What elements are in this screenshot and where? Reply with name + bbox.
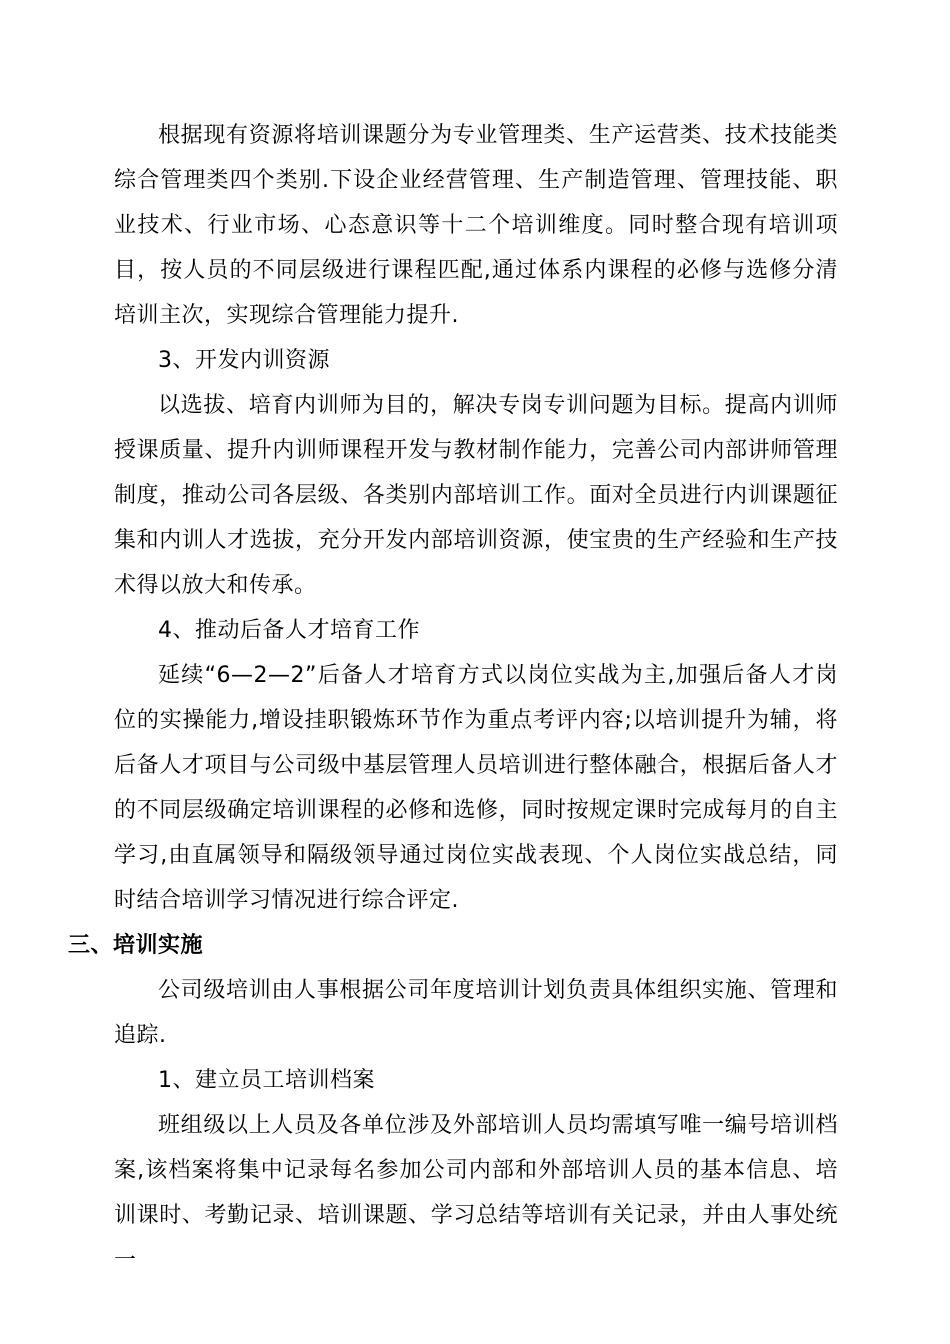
paragraph-implementation: 公司级培训由人事根据公司年度培训计划负责具体组织实施、管理和追踪. xyxy=(114,978,838,1048)
document-body xyxy=(68,113,838,1283)
paragraph-internal-trainers: 以选拔、培育内训师为目的，解决专岗专训问题为目标。提高内训师授课质量、提升内训师课程开发与教材制作能力，完善公司内部讲师管理制度，推动公司各层级、各类别内部培训工作。面对全员进行内训课题征集和内训人才选拔，充分开发内部培训资源，使宝贵的生产经验和生产技术得以放大和传承。 xyxy=(114,393,838,598)
subheading-training-records: 1、建立员工培训档案 xyxy=(158,1068,375,1093)
subheading-internal-training: 3、开发内训资源 xyxy=(158,348,330,373)
paragraph-course-categories: 根据现有资源将培训课题分为专业管理类、生产运营类、技术技能类综合管理类四个类别.下设企业经营管理、生产制造管理、管理技能、职业技术、行业市场、心态意识等十二个培训维度。同时整合现有培训项目，按人员的不同层级进行课程匹配,通过体系内课程的必修与选修分清培训主次，实现综合管理能力提升. xyxy=(114,123,838,328)
subheading-reserve-talent: 4、推动后备人才培育工作 xyxy=(158,618,420,643)
paragraph-training-records: 班组级以上人员及各单位涉及外部培训人员均需填写唯一编号培训档案,该档案将集中记录每名参加公司内部和外部培训人员的基本信息、培训课时、考勤记录、培训课题、学习总结等培训有关记录，并由人事处统一 xyxy=(114,1113,838,1273)
section-heading-training-implementation: 三、培训实施 xyxy=(68,933,204,958)
paragraph-reserve-talent: 延续“6—2—2”后备人才培育方式以岗位实战为主,加强后备人才岗位的实操能力,增设挂职锻炼环节作为重点考评内容;以培训提升为辅，将后备人才项目与公司级中基层管理人员培训进行整体融合，根据后备人才的不同层级确定培训课程的必修和选修，同时按规定课时完成每月的自主学习,由直属领导和隔级领导通过岗位实战表现、个人岗位实战总结，同时结合培训学习情况进行综合评定. xyxy=(114,663,838,913)
